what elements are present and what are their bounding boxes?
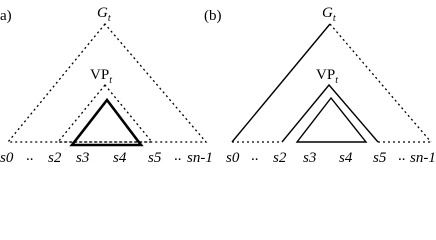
panel-b xyxy=(204,5,436,166)
panel-a-symbol-ellipsis-right: .. xyxy=(174,148,182,164)
panel-b-vp-label: $VP_t$ xyxy=(316,67,338,86)
panel-b-symbol-s0: s0 xyxy=(226,150,240,166)
panel-a-symbol-ellipsis-left: .. xyxy=(26,148,34,164)
panel-a-inner-triangle xyxy=(72,100,141,145)
panel-a-outer-triangle xyxy=(8,24,206,142)
panel-a-symbol-s0: s0 xyxy=(0,150,14,166)
panel-b-symbol-ellipsis-left: .. xyxy=(251,148,259,164)
panel-b-root-right-edge xyxy=(330,24,431,142)
panel-a-vp-triangle xyxy=(58,85,152,142)
panel-b-symbol-sn-1: sn-1 xyxy=(410,150,436,166)
panel-b-vp-triangle xyxy=(282,85,378,142)
panel-a-symbol-sn-1: sn-1 xyxy=(187,150,213,166)
panel-a-symbol-s2: s2 xyxy=(48,150,62,166)
panel-a xyxy=(0,5,213,166)
panel-b-root-label: $G_t$ xyxy=(322,5,336,24)
panel-a-root-label: $G_t$ xyxy=(97,5,111,24)
panel-b-symbol-s2: s2 xyxy=(273,150,287,166)
panel-a-symbol-s5: s5 xyxy=(148,150,162,166)
panel-b-inner-triangle xyxy=(297,98,366,142)
panel-b-label: (b) xyxy=(204,8,222,24)
panel-a-symbol-s3: s3 xyxy=(76,150,90,166)
panel-b-symbol-s4: s4 xyxy=(339,150,353,166)
panel-b-symbol-ellipsis-right: .. xyxy=(398,148,406,164)
panel-a-label: a) xyxy=(0,8,12,24)
panel-b-symbol-s3: s3 xyxy=(303,150,317,166)
panel-b-root-left-edge xyxy=(232,24,330,142)
panel-b-symbol-s5: s5 xyxy=(373,150,387,166)
panel-a-symbol-s4: s4 xyxy=(113,150,127,166)
panel-a-vp-label: $VP_t$ xyxy=(90,67,112,86)
